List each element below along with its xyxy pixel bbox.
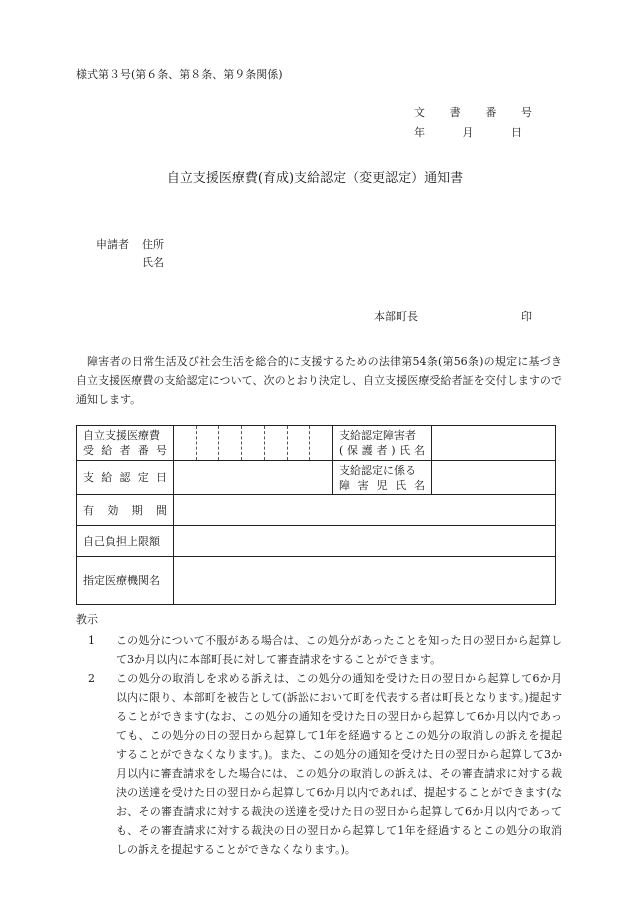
recipient-number-label-line1: 自立支援医療費 [83,429,160,442]
document-number-char: 文 [414,106,425,119]
note-number: 2 [88,672,95,685]
date-label [414,127,522,138]
child-name-label [333,461,432,495]
list-item [76,669,562,859]
name-label: 氏名 [142,256,164,269]
table-row [77,495,556,526]
certification-date-value[interactable] [174,461,333,495]
guardian-name-value[interactable] [432,426,556,461]
valid-period-label [77,495,174,526]
guardian-name-label-line1: 支給認定障害者 [339,429,416,442]
table-row [77,426,556,461]
applicant-label: 申請者 [96,238,129,251]
seal-mark: 印 [521,310,532,323]
valid-period-text: 有 効 期 間 [83,503,167,517]
intro-paragraph [76,352,562,409]
valid-period-value[interactable] [174,495,556,526]
certification-date-text: 支 給 認 定 日 [83,471,167,484]
date-day-char: 日 [511,126,522,139]
notes-list [76,631,562,859]
table-row [77,557,556,605]
table-row [77,526,556,557]
address-label: 住所 [142,238,164,251]
note-number: 1 [88,634,95,647]
date-month-char: 月 [462,126,474,139]
document-title: 自立支援医療費(育成)支給認定（変更認定）通知書 [166,171,464,186]
document-number-char: 番 [485,106,497,119]
list-item [76,631,562,669]
applicant-block [96,236,164,272]
institution-label: 指定医療機関名 [77,557,174,605]
certification-table [76,425,556,605]
table-row [77,461,556,495]
date-year-char: 年 [414,126,425,139]
certification-date-label [77,461,174,495]
recipient-number-label [77,426,174,461]
intro-text: 障害者の日常生活及び社会生活を総合的に支援するための法律第54条(第56条)の規定に基づき自立支援医療費の支給認定について、次のとおり決定し、自立支援医療受給者証を交付しますので通知します。 [76,355,562,406]
notes-heading: 教示 [76,613,98,626]
recipient-number-label-line2: 受 給 者 番 号 [83,444,167,457]
document-number-char: 書 [449,106,461,119]
note-text: この処分について不服がある場合は、この処分があったことを知った日の翌日から起算して3か月以内に本部町長に対して審査請求をすることができます。 [116,634,562,666]
institution-value[interactable] [174,557,556,605]
form-label: 様式第３号(第６条、第８条、第９条関係) [76,68,283,81]
copay-limit-value[interactable] [174,526,556,557]
document-number-label [414,107,532,118]
guardian-name-label-line2: ( 保 護 者 ) 氏 名 [339,444,425,457]
recipient-number-boxes[interactable] [174,426,333,461]
copay-limit-label: 自己負担上限額 [77,526,174,557]
note-text: この処分の取消しを求める訴えは、この処分の通知を受けた日の翌日から起算して6か月以内に限り、本部町を被告として(訴訟において町を代表する者は町長となります。)提起することができます(なお、この処分の通知を受けた日の翌日から起算して6か月以内であっても、この処分の日の翌日から起算して1年を経過するとこの処分の取消しの訴えを提起することができなくなります。)。また、この処分の通知を受けた日の翌日から起算して3か月以内に審査請求をした場合には、この処分の取消しの訴えは、その審査請求に対する裁決の送達を受けた日の翌日から起算して6か月以内であれば、提起することができます(なお、その審査請求に対する裁決の送達を受けた日の翌日から起算して6か月以内であっても、その審査請求に対する裁決の日の翌日から起算して1年を経過するとこの処分の取消しの訴えを提起することができなくなります。)。 [116,672,562,856]
document-number-char: 号 [520,106,532,119]
child-name-label-line1: 支給認定に係る [339,463,416,477]
issuer-mayor: 本部町長 [374,310,418,323]
child-name-value[interactable] [432,461,556,495]
child-name-label-line2: 障 害 児 氏 名 [339,478,425,492]
guardian-name-label [333,426,432,461]
